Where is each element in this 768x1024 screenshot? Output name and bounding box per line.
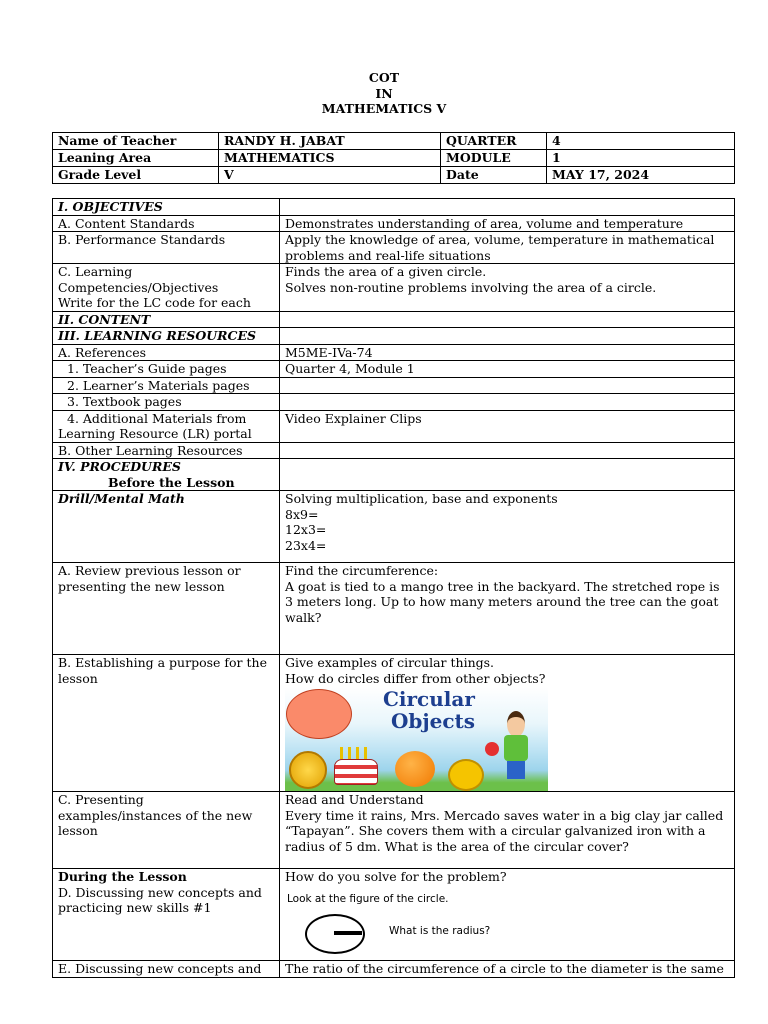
plan-row (53, 410, 735, 442)
performance-standards-label: B. Performance Standards (53, 232, 280, 264)
references-label: A. References (53, 344, 280, 361)
plan-row (53, 232, 735, 264)
info-table (52, 132, 735, 184)
boy-legs-icon (507, 761, 525, 779)
ball-icon (485, 742, 499, 756)
info-value: V (219, 167, 441, 184)
pink-circle-shape (286, 689, 352, 739)
discussing-e-label: E. Discussing new concepts and (53, 961, 280, 978)
info-value: MAY 17, 2024 (547, 167, 735, 184)
plan-row (53, 459, 735, 491)
section-content: II. CONTENT (53, 311, 280, 328)
plan-row (53, 563, 735, 655)
image-title-circular: Circular (383, 687, 475, 711)
performance-standards-value: Apply the knowledge of area, volume, temperature in mathematical problems and real-life situations (280, 232, 735, 264)
discussing-e-value: The ratio of the circumference of a circle to the diameter is the same (280, 961, 735, 978)
plan-row (53, 264, 735, 312)
section-procedures: IV. PROCEDURES (58, 459, 181, 474)
figure-question: What is the radius? (389, 925, 491, 937)
textbook-label: 3. Textbook pages (53, 394, 280, 411)
learning-competencies-value: Finds the area of a given circle. Solves non-routine problems involving the area of a circle. (280, 264, 735, 312)
coin-icon (289, 751, 327, 789)
teachers-guide-label: 1. Teacher’s Guide pages (53, 361, 280, 378)
purpose-label: B. Establishing a purpose for the lesson (53, 655, 280, 792)
drill-value: Solving multiplication, base and exponents 8x9= 12x3= 23x4= (280, 491, 735, 563)
info-value: 4 (547, 133, 735, 150)
references-value: M5ME-IVa-74 (280, 344, 735, 361)
doc-title-line1: COT (368, 70, 400, 85)
purpose-value: Give examples of circular things. How do circles differ from other objects? Circular Objects (280, 655, 735, 792)
plan-row (53, 199, 735, 216)
info-label: Name of Teacher (53, 133, 219, 150)
plan-row (53, 655, 735, 792)
presenting-label: C. Presenting examples/instances of the new lesson (53, 792, 280, 869)
plan-row (53, 792, 735, 869)
plan-row (53, 394, 735, 411)
circle-figure (285, 911, 729, 955)
additional-materials-value: Video Explainer Clips (280, 410, 735, 442)
info-label: Leaning Area (53, 150, 219, 167)
orange-icon (395, 751, 435, 787)
content-standards-value: Demonstrates understanding of area, volume and temperature (280, 215, 735, 232)
review-label: A. Review previous lesson or presenting the new lesson (53, 563, 280, 655)
procedures-cell (53, 459, 280, 491)
plan-row (53, 442, 735, 459)
figure-caption: Look at the figure of the circle. (287, 892, 449, 905)
during-lesson-heading: During the Lesson (58, 869, 187, 884)
learners-materials-label: 2. Learner’s Materials pages (53, 377, 280, 394)
during-lesson-value: How do you solve for the problem? Look at the figure of the circle. What is the radius? (280, 869, 735, 961)
section-learning-resources: III. LEARNING RESOURCES (53, 328, 280, 345)
plan-row (53, 328, 735, 345)
circular-objects-image (285, 687, 548, 791)
button-icon (448, 759, 484, 791)
lesson-plan-table (52, 198, 735, 978)
doc-title-line3: MATHEMATICS V (321, 101, 447, 116)
plan-row (53, 361, 735, 378)
section-objectives: I. OBJECTIVES (53, 199, 280, 216)
review-value: Find the circumference: A goat is tied to a mango tree in the backyard. The stretched rope is 3 meters long. Up to how many meters around the tree can the goat walk? (280, 563, 735, 655)
info-row (53, 167, 735, 184)
other-resources-label: B. Other Learning Resources (53, 442, 280, 459)
info-value: MATHEMATICS (219, 150, 441, 167)
info-value: 1 (547, 150, 735, 167)
plan-row (53, 215, 735, 232)
boy-body-icon (504, 735, 528, 761)
drill-label: Drill/Mental Math (53, 491, 280, 563)
candles-icon (340, 747, 370, 759)
info-label: QUARTER (441, 133, 547, 150)
boy-head-icon (507, 711, 525, 737)
info-row (53, 150, 735, 167)
cake-icon (334, 759, 378, 785)
info-value: RANDY H. JABAT (219, 133, 441, 150)
plan-row (53, 491, 735, 563)
image-title-objects: Objects (391, 709, 476, 733)
plan-row (53, 311, 735, 328)
presenting-value: Read and Understand Every time it rains, Mrs. Mercado saves water in a big clay jar called “Tapayan”. She covers them with a circular galvanized iron with a radius of 5 dm. What is the area of the circular cover? (280, 792, 735, 869)
info-label: MODULE (441, 150, 547, 167)
during-lesson-label: During the Lesson D. Discussing new concepts and practicing new skills #1 (53, 869, 280, 961)
plan-row (53, 869, 735, 961)
doc-title-line2: IN (375, 86, 393, 101)
teachers-guide-value: Quarter 4, Module 1 (280, 361, 735, 378)
learning-competencies-label: C. Learning Competencies/Objectives Write for the LC code for each (53, 264, 280, 312)
plan-row (53, 344, 735, 361)
before-lesson-heading: Before the Lesson (108, 474, 235, 490)
radius-line (334, 931, 362, 935)
content-standards-label: A. Content Standards (53, 215, 280, 232)
info-row (53, 133, 735, 150)
additional-materials-label: 4. Additional Materials from Learning Resource (LR) portal (53, 410, 280, 442)
plan-row (53, 961, 735, 978)
info-label: Grade Level (53, 167, 219, 184)
info-label: Date (441, 167, 547, 184)
plan-row (53, 377, 735, 394)
